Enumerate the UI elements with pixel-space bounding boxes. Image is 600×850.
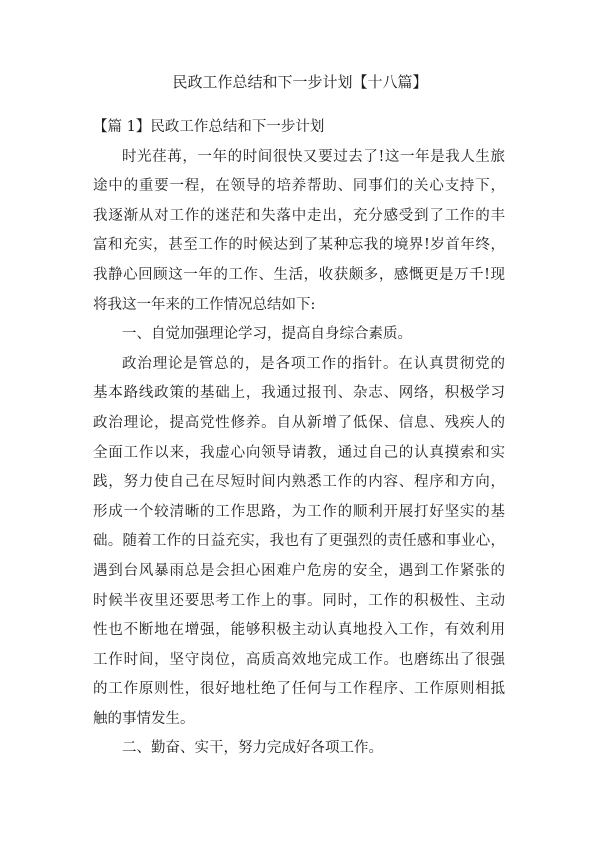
section-heading-1: 一、自觉加强理论学习，提高自身综合素质。 xyxy=(122,326,412,343)
paragraph-line: 触的事情发生。 xyxy=(93,710,195,727)
part-title: 【篇 1】民政工作总结和下一步计划 xyxy=(93,119,325,135)
document-body xyxy=(93,113,505,764)
document-title: 民政工作总结和下一步计划【十八篇】 xyxy=(172,73,428,91)
intro-paragraph xyxy=(93,143,505,321)
paragraph-line: 形成一个较清晰的工作思路，为工作的顺利开展打好坚实的基 xyxy=(93,503,505,520)
paragraph-line: 工作时间，坚守岗位，高质高效地完成工作。也磨练出了很强 xyxy=(93,651,505,668)
paragraph-line: 时光荏苒，一年的时间很快又要过去了!这一年是我人生旅 xyxy=(122,148,505,165)
paragraph-line: 的工作原则性，很好地杜绝了任何与工作程序、工作原则相抵 xyxy=(93,681,505,698)
paragraph-line: 践，努力使自己在尽短时间内熟悉工作的内容、程序和方向， xyxy=(93,474,505,491)
section-1-paragraph xyxy=(93,350,505,735)
paragraph-line: 途中的重要一程，在领导的培养帮助、同事们的关心支持下， xyxy=(93,178,505,195)
paragraph-line: 性也不断地在增强，能够积极主动认真地投入工作，有效利用 xyxy=(93,622,505,639)
paragraph-line: 我静心回顾这一年的工作、生活，收获颇多，感慨更是万千!现 xyxy=(93,266,505,283)
paragraph-line: 全面工作以来，我虚心向领导请教，通过自己的认真摸索和实 xyxy=(93,444,505,461)
paragraph-line: 时候半夜里还要思考工作上的事。同时，工作的积极性、主动 xyxy=(93,592,505,609)
paragraph-line: 础。随着工作的日益充实，我也有了更强烈的责任感和事业心， xyxy=(93,533,505,550)
paragraph-line: 富和充实，甚至工作的时候达到了某种忘我的境界!岁首年终， xyxy=(93,237,505,254)
paragraph-line: 将我这一年来的工作情况总结如下: xyxy=(93,296,316,313)
paragraph-line: 基本路线政策的基础上，我通过报刊、杂志、网络，积极学习 xyxy=(93,385,505,402)
paragraph-line: 政治理论是管总的，是各项工作的指针。在认真贯彻党的 xyxy=(122,355,505,372)
paragraph-line: 我逐渐从对工作的迷茫和失落中走出，充分感受到了工作的丰 xyxy=(93,207,505,224)
section-heading-2: 二、勤奋、实干，努力完成好各项工作。 xyxy=(122,740,383,757)
paragraph-line: 遇到台风暴雨总是会担心困难户危房的安全，遇到工作紧张的 xyxy=(93,562,505,579)
paragraph-line: 政治理论，提高党性修养。自从新增了低保、信息、残疾人的 xyxy=(93,414,505,431)
